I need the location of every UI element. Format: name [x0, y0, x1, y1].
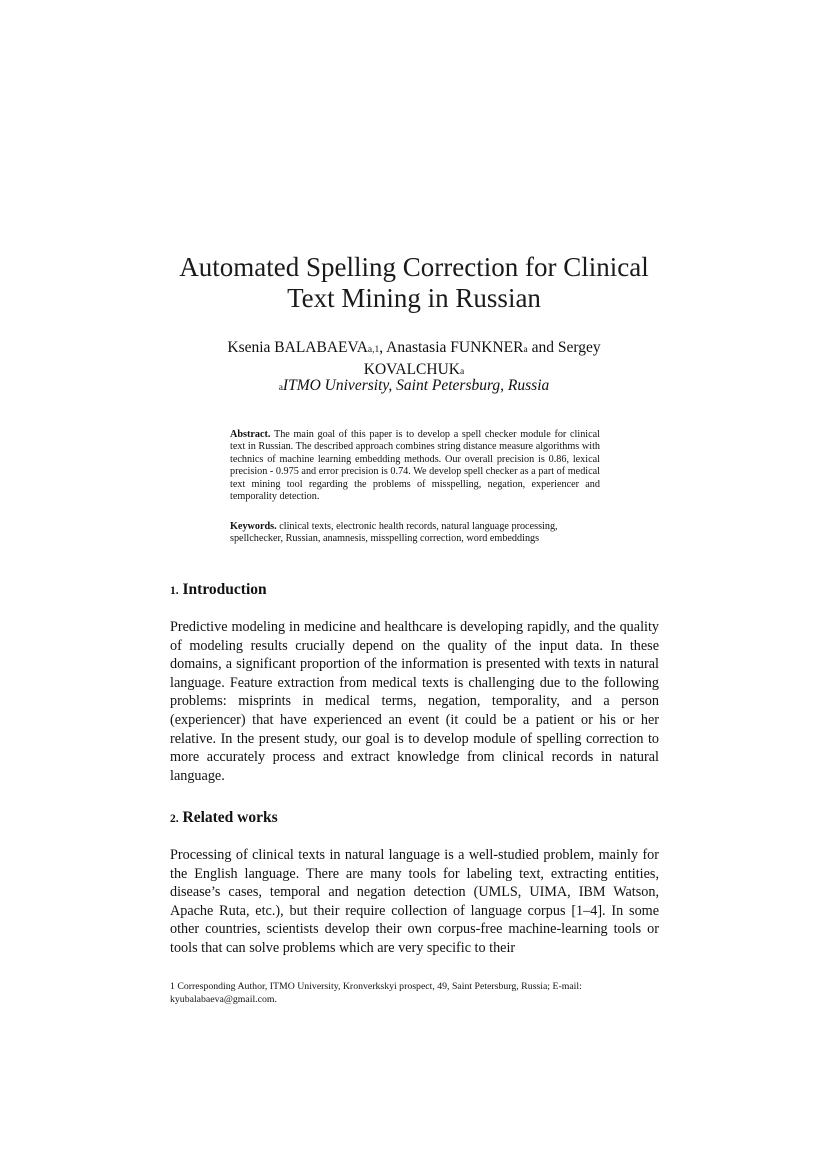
- abstract: [230, 429, 600, 503]
- footnote: 1 Corresponding Author, ITMO University, Kronverkskyi prospect, 49, Saint Petersburg, Russia; E-mail: kyubalabaeva@gmail.com.: [170, 981, 582, 1005]
- author-3-name: KOVALCHUK: [363, 361, 460, 378]
- section-heading-related-works: [170, 808, 278, 829]
- title-line-1: Automated Spelling Correction for Clinical: [179, 252, 649, 282]
- affiliation-mark: a: [278, 383, 283, 393]
- introduction-paragraph: Predictive modeling in medicine and healthcare is developing rapidly, and the quality of modeling results crucially depend on the quality of the input data. In these domains, a significant proportion of the information is presented with texts in natural language. Feature extraction from medical texts is challenging due to the following problems: misprints in medical terms, negation, temporality, and a person (experiencer) that have experienced an event (it could be a patient or his or her relative. In the present study, our goal is to develop module of spelling correction to more accurately process and extract knowledge from clinical records in natural language.: [170, 619, 659, 784]
- affiliation: [150, 376, 678, 398]
- abstract-label: Abstract.: [230, 429, 271, 440]
- author-separator-1: , Anastasia: [379, 339, 451, 356]
- title-line-2: Text Mining in Russian: [287, 283, 541, 313]
- author-2-name: FUNKNER: [450, 339, 524, 356]
- section-number: 2.: [170, 813, 179, 825]
- author-separator-2: and Sergey: [527, 339, 601, 356]
- paper-title: [120, 252, 708, 314]
- related-works-paragraph: Processing of clinical texts in natural language is a well-studied problem, mainly for the English language. There are many tools for labeling text, extracting entities, disease’s cases, temporal and negation detection (UMLS, UIMA, IBM Watson, Apache Ruta, etc.), but their require collection of language corpus [1–4]. In some other countries, scientists develop their own corpus-free machine-learning tools or tools that can solve problems which are very specific to their: [170, 847, 659, 956]
- author-2-affil-mark: a: [523, 345, 528, 355]
- keywords: [230, 521, 600, 546]
- section-number: 1.: [170, 585, 179, 597]
- author-3-affil-mark: a: [459, 367, 465, 377]
- section-title: Introduction: [178, 581, 267, 598]
- section-title: Related works: [178, 809, 278, 826]
- author-1-affil-mark: a,1: [367, 345, 380, 355]
- keywords-text: clinical texts, electronic health records, natural language processing, spellchecker, Russian, anamnesis, misspelling correction, word embeddings: [230, 521, 558, 545]
- section-heading-introduction: [170, 580, 267, 601]
- abstract-text: The main goal of this paper is to develop a spell checker module for clinical text in Russian. The described approach combines string distance measure algorithms with technics of machine learning embedding methods. Our overall precision is 0.86, lexical precision - 0.975 and error precision is 0.74. We develop spell checker as a part of medical text mining tool regarding the problems of misspelling, negation, experiencer and temporality detection.: [230, 429, 600, 503]
- keywords-label: Keywords.: [230, 521, 277, 532]
- author-1-name: Ksenia BALABAEVA: [227, 339, 368, 356]
- affiliation-text: ITMO University, Saint Petersburg, Russia: [282, 377, 550, 394]
